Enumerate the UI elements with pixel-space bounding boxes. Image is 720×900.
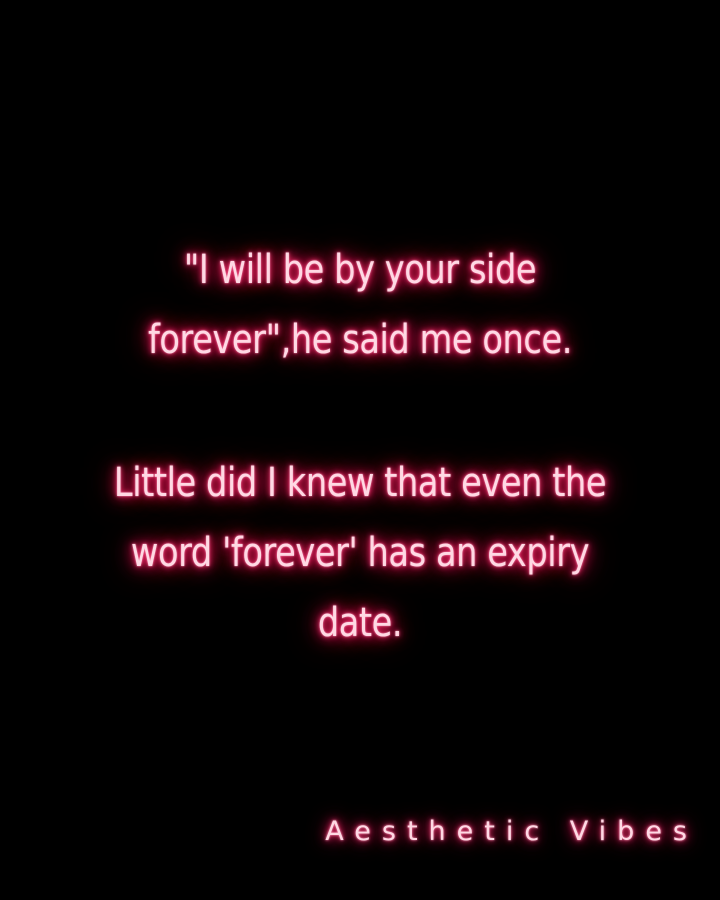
quote-line-1: "I will be by your side [183,247,537,293]
quote-line-4: word 'forever' has an expiry [130,530,590,576]
quote-line-2: forever",he said me once. [148,317,572,363]
quote-line-5: date. [317,600,403,646]
signature-watermark: Aesthetic Vibes [325,816,698,847]
quote-line-3: Little did I knew that even the [113,460,607,506]
